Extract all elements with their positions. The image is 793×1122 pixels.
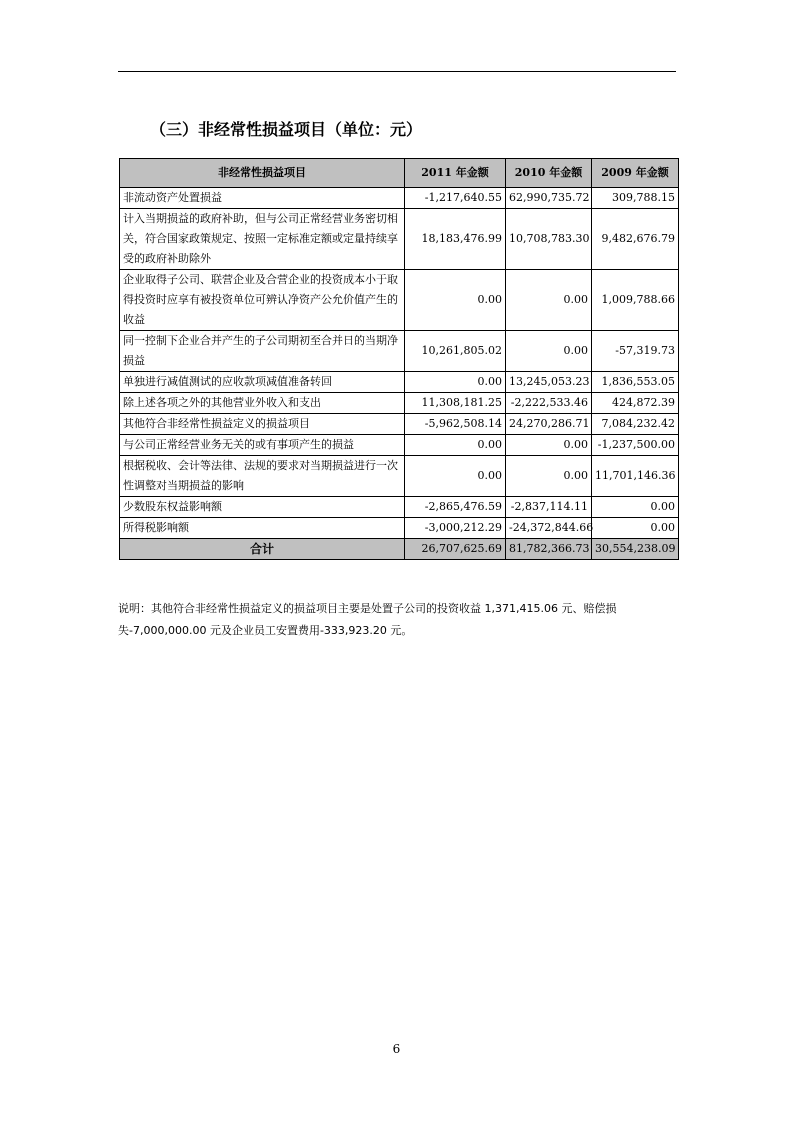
value-2011: 26,707,625.69 bbox=[405, 539, 506, 560]
value-2009: 9,482,676.79 bbox=[592, 209, 679, 270]
value-2009: 1,009,788.66 bbox=[592, 270, 679, 331]
table-row bbox=[120, 518, 679, 539]
value-2009: -1,237,500.00 bbox=[592, 435, 679, 456]
table-header-row bbox=[120, 159, 679, 188]
row-label: 合计 bbox=[120, 539, 405, 560]
column-header-item: 非经常性损益项目 bbox=[120, 159, 405, 188]
table-row bbox=[120, 209, 679, 270]
table-row bbox=[120, 435, 679, 456]
value-2011: -5,962,508.14 bbox=[405, 414, 506, 435]
value-2010: 0.00 bbox=[506, 456, 592, 497]
value-2011: 0.00 bbox=[405, 372, 506, 393]
value-2010: -24,372,844.66 bbox=[506, 518, 592, 539]
row-label: 其他符合非经常性损益定义的损益项目 bbox=[120, 414, 405, 435]
table-row bbox=[120, 188, 679, 209]
value-2010: -2,837,114.11 bbox=[506, 497, 592, 518]
total-row bbox=[120, 539, 679, 560]
table-row bbox=[120, 456, 679, 497]
value-2011: 11,308,181.25 bbox=[405, 393, 506, 414]
value-2009: 0.00 bbox=[592, 497, 679, 518]
table-row bbox=[120, 270, 679, 331]
non-recurring-gains-table bbox=[119, 158, 679, 560]
row-label: 单独进行减值测试的应收款项减值准备转回 bbox=[120, 372, 405, 393]
table-row bbox=[120, 414, 679, 435]
value-2009: -57,319.73 bbox=[592, 331, 679, 372]
column-header-2011: 2011 年金额 bbox=[405, 159, 506, 188]
row-label: 同一控制下企业合并产生的子公司期初至合并日的当期净损益 bbox=[120, 331, 405, 372]
table-row bbox=[120, 331, 679, 372]
value-2010: -2,222,533.46 bbox=[506, 393, 592, 414]
value-2009: 0.00 bbox=[592, 518, 679, 539]
value-2011: -2,865,476.59 bbox=[405, 497, 506, 518]
table-row bbox=[120, 393, 679, 414]
row-label: 与公司正常经营业务无关的或有事项产生的损益 bbox=[120, 435, 405, 456]
value-2010: 0.00 bbox=[506, 331, 592, 372]
value-2009: 1,836,553.05 bbox=[592, 372, 679, 393]
column-header-2010: 2010 年金额 bbox=[506, 159, 592, 188]
value-2010: 10,708,783.30 bbox=[506, 209, 592, 270]
header-rule bbox=[118, 71, 676, 72]
table-row bbox=[120, 372, 679, 393]
value-2010: 24,270,286.71 bbox=[506, 414, 592, 435]
value-2011: 10,261,805.02 bbox=[405, 331, 506, 372]
value-2011: 18,183,476.99 bbox=[405, 209, 506, 270]
value-2010: 62,990,735.72 bbox=[506, 188, 592, 209]
value-2011: 0.00 bbox=[405, 270, 506, 331]
value-2009: 7,084,232.42 bbox=[592, 414, 679, 435]
row-label: 所得税影响额 bbox=[120, 518, 405, 539]
row-label: 非流动资产处置损益 bbox=[120, 188, 405, 209]
row-label: 计入当期损益的政府补助，但与公司正常经营业务密切相关，符合国家政策规定、按照一定标准定额或定量持续享受的政府补助除外 bbox=[120, 209, 405, 270]
value-2009: 309,788.15 bbox=[592, 188, 679, 209]
row-label: 企业取得子公司、联营企业及合营企业的投资成本小于取得投资时应享有被投资单位可辨认净资产公允价值产生的收益 bbox=[120, 270, 405, 331]
column-header-2009: 2009 年金额 bbox=[592, 159, 679, 188]
value-2010: 0.00 bbox=[506, 270, 592, 331]
value-2011: -1,217,640.55 bbox=[405, 188, 506, 209]
page-number: 6 bbox=[392, 1042, 401, 1056]
value-2011: -3,000,212.29 bbox=[405, 518, 506, 539]
value-2011: 0.00 bbox=[405, 435, 506, 456]
value-2010: 0.00 bbox=[506, 435, 592, 456]
value-2010: 81,782,366.73 bbox=[506, 539, 592, 560]
value-2009: 424,872.39 bbox=[592, 393, 679, 414]
value-2009: 11,701,146.36 bbox=[592, 456, 679, 497]
value-2010: 13,245,053.23 bbox=[506, 372, 592, 393]
section-title: （三）非经常性损益项目（单位：元） bbox=[150, 120, 423, 139]
value-2011: 0.00 bbox=[405, 456, 506, 497]
row-label: 少数股东权益影响额 bbox=[120, 497, 405, 518]
value-2009: 30,554,238.09 bbox=[592, 539, 679, 560]
row-label: 除上述各项之外的其他营业外收入和支出 bbox=[120, 393, 405, 414]
row-label: 根据税收、会计等法律、法规的要求对当期损益进行一次性调整对当期损益的影响 bbox=[120, 456, 405, 497]
explanatory-note: 说明：其他符合非经常性损益定义的损益项目主要是处置子公司的投资收益 1,371,415.06 元、赔偿损失-7,000,000.00 元及企业员工安置费用-333,923.20 元。 bbox=[118, 602, 617, 637]
table-row bbox=[120, 497, 679, 518]
